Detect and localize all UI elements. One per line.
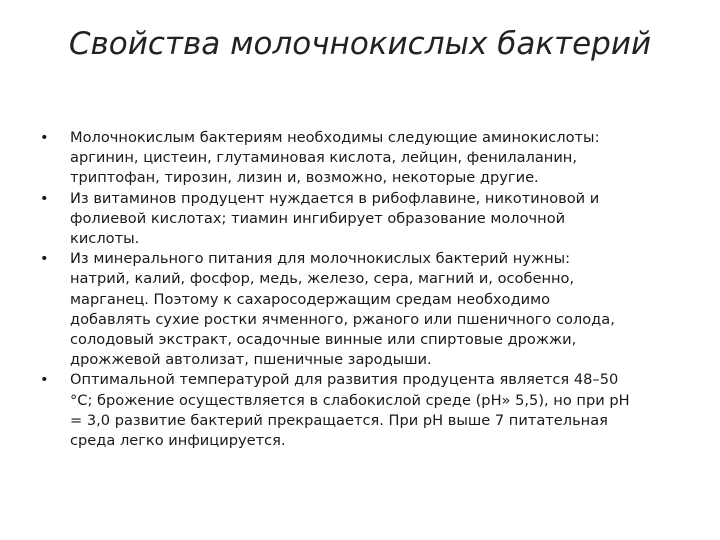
- bullet-text-line: = 3,0 развитие бактерий прекращается. При рН выше 7 питательная: [70, 411, 608, 429]
- bullet-text-line: кислоты.: [70, 230, 140, 248]
- slide-title: Свойства молочнокислых бактерий: [68, 26, 652, 62]
- bullet-item-vitamins: [40, 189, 690, 250]
- bullet-item-minerals: [40, 249, 690, 370]
- bullet-text-line: Оптимальной температурой для развития продуцента является 48–50: [70, 371, 619, 389]
- bullet-marker: •: [40, 371, 49, 389]
- bullet-text-line: °С; брожение осуществляется в слабокислой среде (рН» 5,5), но при рН: [70, 391, 630, 409]
- bullet-item-amino-acids: [40, 128, 690, 189]
- bullet-text-line: Из витаминов продуцент нуждается в рибофлавине, никотиновой и: [70, 189, 600, 207]
- bullet-text-line: триптофан, тирозин, лизин и, возможно, некоторые другие.: [70, 169, 539, 187]
- bullet-text-line: натрий, калий, фосфор, медь, железо, сера, магний и, особенно,: [70, 270, 575, 288]
- bullet-text-line: фолиевой кислотах; тиамин ингибирует образование молочной: [70, 209, 566, 227]
- bullet-text-line: Из минерального питания для молочнокислых бактерий нужны:: [70, 250, 571, 268]
- bullet-marker: •: [40, 129, 49, 146]
- bullet-text-line: дрожжевой автолизат, пшеничные зародыши.: [70, 351, 432, 369]
- bullet-list: [40, 128, 690, 451]
- bullet-text-line: добавлять сухие ростки ячменного, ржаного или пшеничного солода,: [70, 310, 615, 328]
- bullet-text-line: солодовый экстракт, осадочные винные или спиртовые дрожжи,: [70, 331, 577, 349]
- bullet-text-line: Молочнокислым бактериям необходимы следующие аминокислоты:: [70, 129, 600, 146]
- bullet-text-line: марганец. Поэтому к сахаросодержащим средам необходимо: [70, 290, 551, 308]
- bullet-text-line: среда легко инфицируется.: [70, 432, 286, 450]
- bullet-marker: •: [40, 250, 49, 268]
- bullet-text-line: аргинин, цистеин, глутаминовая кислота, лейцин, фенилаланин,: [70, 149, 577, 167]
- bullet-item-temperature: [40, 370, 690, 451]
- bullet-marker: •: [40, 189, 49, 207]
